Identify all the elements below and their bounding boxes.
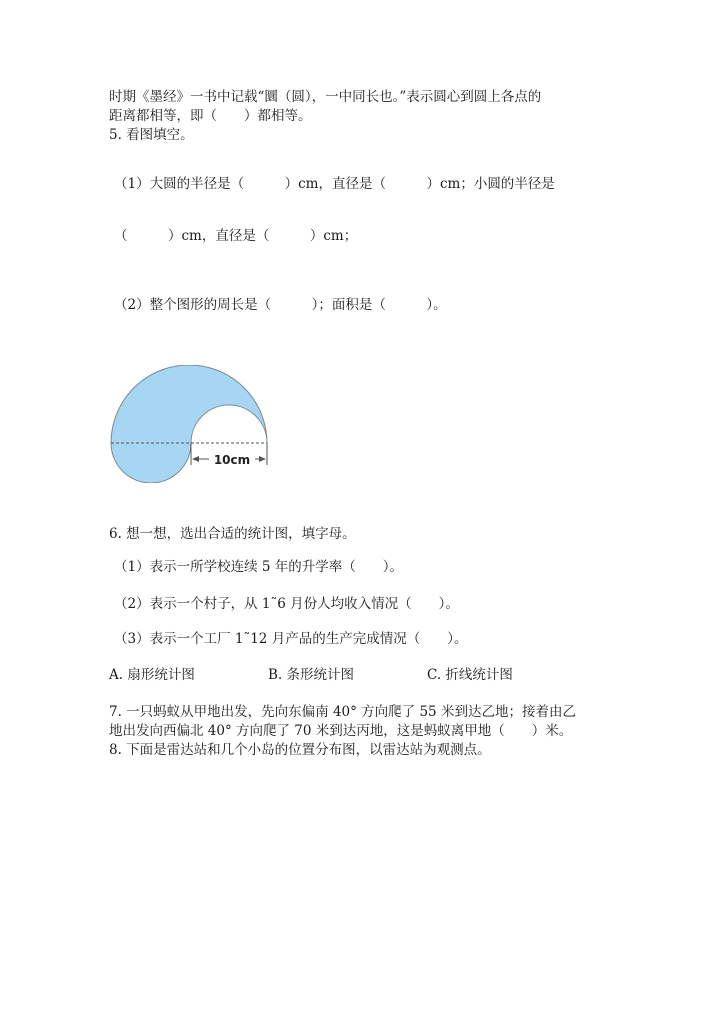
option-b: B. 条形统计图 bbox=[268, 667, 355, 683]
question-6-item: （1）表示一所学校连续 5 年的升学率（ ）。 bbox=[114, 559, 404, 575]
question-5-part1-cont: （ ）cm，直径是（ ）cm； bbox=[114, 228, 358, 244]
question-5-part1: （1）大圆的半径是（ ）cm，直径是（ ）cm；小圆的半径是 bbox=[114, 176, 555, 192]
question-5-title: 5. 看图填空。 bbox=[109, 127, 194, 143]
question-6-item: （3）表示一个工厂 1˜12 月产品的生产完成情况（ ）。 bbox=[114, 631, 468, 647]
option-a: A. 扇形统计图 bbox=[109, 667, 195, 683]
dimension-label: 10cm bbox=[213, 453, 251, 467]
question-6-title: 6. 想一想，选出合适的统计图，填字母。 bbox=[109, 526, 356, 542]
text-line: 距离都相等，即（ ）都相等。 bbox=[109, 108, 312, 124]
question-6-item: （2）表示一个村子，从 1˜6 月份人均收入情况（ ）。 bbox=[114, 596, 459, 612]
question-7-line: 7. 一只蚂蚁从甲地出发，先向东偏南 40° 方向爬了 55 米到达乙地；接着由乙 bbox=[109, 704, 576, 720]
arrowhead bbox=[259, 456, 266, 462]
option-c: C. 折线统计图 bbox=[427, 667, 513, 683]
arrowhead bbox=[192, 456, 199, 462]
question-7-line: 地出发向西偏北 40° 方向爬了 70 米到达丙地，这是蚂蚁离甲地（ ）米。 bbox=[109, 723, 573, 739]
answer-options bbox=[109, 666, 609, 684]
text-line: 时期《墨经》一书中记载“圜（圆），一中同长也。”表示圆心到圆上各点的 bbox=[109, 89, 542, 105]
question-5-part2: （2）整个图形的周长是（ ）；面积是（ ）。 bbox=[114, 297, 447, 313]
semicircle-figure bbox=[108, 365, 274, 483]
question-8-title: 8. 下面是雷达站和几个小岛的位置分布图，以雷达站为观测点。 bbox=[109, 742, 491, 758]
